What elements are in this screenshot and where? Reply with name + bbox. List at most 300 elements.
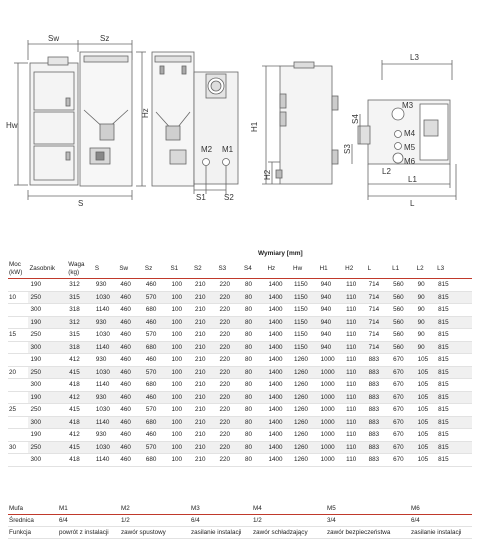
specs-cell: 714 xyxy=(367,316,392,329)
specs-cell: 1150 xyxy=(292,279,319,292)
dimensions-group-header: Wymiary [mm] xyxy=(258,250,303,257)
label-l2: L2 xyxy=(382,167,391,176)
specs-cell: 815 xyxy=(436,366,472,379)
specs-cell: 560 xyxy=(391,291,416,304)
specs-header-cell: L3 xyxy=(436,259,472,279)
power-cell: 25 xyxy=(8,404,28,417)
specs-cell: 210 xyxy=(193,354,218,367)
specs-cell: 460 xyxy=(144,354,170,367)
specs-cell: 412 xyxy=(67,354,94,367)
specs-cell: 1150 xyxy=(292,341,319,354)
specs-cell: 105 xyxy=(416,366,436,379)
specs-cell: 815 xyxy=(436,416,472,429)
specs-cell: 90 xyxy=(416,316,436,329)
specs-cell: 815 xyxy=(436,404,472,417)
specs-cell: 110 xyxy=(344,429,366,442)
label-s: S xyxy=(78,199,84,208)
label-m5: M5 xyxy=(404,143,416,152)
specs-cell: 412 xyxy=(67,429,94,442)
specs-cell: 90 xyxy=(416,279,436,292)
fittings-cell: M6 xyxy=(410,503,472,515)
fittings-cell: 1/2 xyxy=(120,515,190,527)
specs-row xyxy=(8,341,472,354)
specs-cell: 220 xyxy=(217,354,243,367)
power-cell xyxy=(8,341,28,354)
specs-cell: 1400 xyxy=(267,366,293,379)
fittings-row xyxy=(8,503,472,515)
specs-cell: 80 xyxy=(243,379,267,392)
specs-cell: 930 xyxy=(94,354,119,367)
specs-cell: 1030 xyxy=(94,329,119,342)
specs-cell: 1000 xyxy=(319,391,345,404)
specs-cell: 80 xyxy=(243,329,267,342)
label-sz: Sz xyxy=(100,34,110,43)
fittings-cell: Średnica xyxy=(8,515,58,527)
specs-header-cell: S1 xyxy=(169,259,193,279)
fittings-row xyxy=(8,515,472,527)
specs-header-cell: Sz xyxy=(144,259,170,279)
specs-cell: 1030 xyxy=(94,441,119,454)
specs-cell: 190 xyxy=(28,279,67,292)
label-hw: Hw xyxy=(6,121,18,130)
specs-row xyxy=(8,366,472,379)
specs-cell: 80 xyxy=(243,416,267,429)
specs-cell: 815 xyxy=(436,454,472,467)
specs-cell: 1260 xyxy=(292,429,319,442)
specs-cell: 940 xyxy=(319,279,345,292)
specs-cell: 318 xyxy=(67,341,94,354)
specs-cell: 100 xyxy=(169,404,193,417)
specs-cell: 80 xyxy=(243,304,267,317)
specs-cell: 210 xyxy=(193,279,218,292)
specs-cell: 105 xyxy=(416,416,436,429)
specs-cell: 100 xyxy=(169,316,193,329)
specs-cell: 670 xyxy=(391,354,416,367)
specs-cell: 560 xyxy=(391,279,416,292)
specs-cell: 100 xyxy=(169,304,193,317)
specs-cell: 1260 xyxy=(292,454,319,467)
specs-cell: 80 xyxy=(243,391,267,404)
specs-cell: 220 xyxy=(217,329,243,342)
specs-cell: 318 xyxy=(67,304,94,317)
specs-cell: 220 xyxy=(217,454,243,467)
label-s4: S4 xyxy=(351,114,360,124)
specs-cell: 1400 xyxy=(267,291,293,304)
specs-cell: 210 xyxy=(193,454,218,467)
technical-drawings xyxy=(0,0,480,215)
power-cell xyxy=(8,391,28,404)
specs-cell: 460 xyxy=(144,391,170,404)
specs-cell: 560 xyxy=(391,329,416,342)
specs-cell: 815 xyxy=(436,291,472,304)
specs-cell: 1150 xyxy=(292,304,319,317)
specs-cell: 680 xyxy=(144,304,170,317)
fittings-cell: M5 xyxy=(326,503,410,515)
specs-cell: 1150 xyxy=(292,316,319,329)
power-cell xyxy=(8,454,28,467)
specs-cell: 210 xyxy=(193,391,218,404)
specs-cell: 220 xyxy=(217,291,243,304)
power-cell xyxy=(8,304,28,317)
specs-cell: 460 xyxy=(144,279,170,292)
specs-cell: 100 xyxy=(169,354,193,367)
specs-cell: 1260 xyxy=(292,404,319,417)
specs-cell: 220 xyxy=(217,429,243,442)
power-cell xyxy=(8,316,28,329)
specs-cell: 1400 xyxy=(267,429,293,442)
label-m2: M2 xyxy=(201,145,213,154)
specs-cell: 1400 xyxy=(267,404,293,417)
fittings-cell: 6/4 xyxy=(58,515,120,527)
specs-cell: 90 xyxy=(416,341,436,354)
specs-cell: 100 xyxy=(169,441,193,454)
specs-cell: 105 xyxy=(416,429,436,442)
specs-row xyxy=(8,404,472,417)
specs-cell: 940 xyxy=(319,316,345,329)
specs-cell: 670 xyxy=(391,404,416,417)
specs-cell: 80 xyxy=(243,316,267,329)
specs-cell: 90 xyxy=(416,291,436,304)
specs-cell: 210 xyxy=(193,441,218,454)
specs-cell: 300 xyxy=(28,341,67,354)
fittings-cell: zasilanie instalacji xyxy=(410,527,472,539)
specs-cell: 1400 xyxy=(267,279,293,292)
specs-cell: 1140 xyxy=(94,304,119,317)
specs-cell: 105 xyxy=(416,441,436,454)
specs-cell: 1400 xyxy=(267,391,293,404)
fittings-table xyxy=(8,503,472,539)
specs-cell: 1030 xyxy=(94,404,119,417)
specs-cell: 460 xyxy=(118,441,144,454)
specs-cell: 883 xyxy=(367,391,392,404)
specs-cell: 315 xyxy=(67,291,94,304)
specs-cell: 680 xyxy=(144,379,170,392)
specs-row xyxy=(8,291,472,304)
specs-header-cell: Sw xyxy=(118,259,144,279)
fittings-cell: Funkcja xyxy=(8,527,58,539)
specs-cell: 883 xyxy=(367,441,392,454)
specs-cell: 105 xyxy=(416,354,436,367)
specs-cell: 670 xyxy=(391,454,416,467)
specs-cell: 940 xyxy=(319,304,345,317)
specs-cell: 100 xyxy=(169,379,193,392)
specs-cell: 930 xyxy=(94,391,119,404)
specs-cell: 415 xyxy=(67,366,94,379)
specs-cell: 460 xyxy=(144,316,170,329)
specs-cell: 1400 xyxy=(267,379,293,392)
specs-cell: 1000 xyxy=(319,429,345,442)
fittings-cell: M2 xyxy=(120,503,190,515)
power-cell: 10 xyxy=(8,291,28,304)
label-m3: M3 xyxy=(402,101,414,110)
power-cell: 30 xyxy=(8,441,28,454)
specs-row xyxy=(8,329,472,342)
label-h1: H1 xyxy=(250,121,259,132)
specs-cell: 110 xyxy=(344,316,366,329)
specs-cell: 250 xyxy=(28,291,67,304)
fittings-cell: Mufa xyxy=(8,503,58,515)
specs-cell: 220 xyxy=(217,316,243,329)
specs-cell: 570 xyxy=(144,329,170,342)
specs-cell: 815 xyxy=(436,316,472,329)
specs-cell: 220 xyxy=(217,441,243,454)
specs-cell: 315 xyxy=(67,329,94,342)
specs-cell: 1260 xyxy=(292,366,319,379)
specs-cell: 883 xyxy=(367,379,392,392)
rear-view-drawing xyxy=(152,52,238,194)
specs-cell: 1000 xyxy=(319,416,345,429)
specs-cell: 815 xyxy=(436,379,472,392)
specs-cell: 815 xyxy=(436,429,472,442)
fittings-cell: powrót z instalacji xyxy=(58,527,120,539)
label-m6: M6 xyxy=(404,157,416,166)
specs-cell: 1260 xyxy=(292,354,319,367)
specs-cell: 210 xyxy=(193,416,218,429)
specs-cell: 714 xyxy=(367,329,392,342)
specs-cell: 930 xyxy=(94,316,119,329)
specs-cell: 220 xyxy=(217,366,243,379)
specs-cell: 570 xyxy=(144,441,170,454)
label-sw: Sw xyxy=(48,34,60,43)
specs-cell: 1150 xyxy=(292,291,319,304)
specs-cell: 1140 xyxy=(94,341,119,354)
specs-cell: 1400 xyxy=(267,441,293,454)
specs-cell: 100 xyxy=(169,329,193,342)
label-m4: M4 xyxy=(404,129,416,138)
front-view-drawing xyxy=(14,40,146,200)
specs-cell: 105 xyxy=(416,391,436,404)
specs-header-cell: H1 xyxy=(319,259,345,279)
specs-row xyxy=(8,316,472,329)
label-s2: S2 xyxy=(224,193,234,202)
fittings-cell: 6/4 xyxy=(410,515,472,527)
specs-cell: 815 xyxy=(436,441,472,454)
specs-cell: 460 xyxy=(118,429,144,442)
specs-cell: 883 xyxy=(367,404,392,417)
specs-cell: 714 xyxy=(367,279,392,292)
specs-cell: 560 xyxy=(391,316,416,329)
specs-cell: 210 xyxy=(193,341,218,354)
power-cell xyxy=(8,354,28,367)
specs-cell: 714 xyxy=(367,304,392,317)
specs-cell: 190 xyxy=(28,429,67,442)
specs-cell: 300 xyxy=(28,304,67,317)
fittings-cell: 3/4 xyxy=(326,515,410,527)
specs-cell: 1400 xyxy=(267,304,293,317)
specs-cell: 110 xyxy=(344,354,366,367)
specs-cell: 105 xyxy=(416,404,436,417)
specs-cell: 1000 xyxy=(319,354,345,367)
specs-cell: 210 xyxy=(193,404,218,417)
specs-row xyxy=(8,379,472,392)
specs-cell: 930 xyxy=(94,429,119,442)
specs-cell: 1000 xyxy=(319,441,345,454)
specs-cell: 1140 xyxy=(94,379,119,392)
specs-cell: 670 xyxy=(391,391,416,404)
specs-cell: 80 xyxy=(243,454,267,467)
specs-cell: 418 xyxy=(67,454,94,467)
specs-cell: 80 xyxy=(243,404,267,417)
label-h2: H2 xyxy=(263,169,272,180)
specs-cell: 460 xyxy=(118,404,144,417)
specs-cell: 560 xyxy=(391,304,416,317)
specs-cell: 1400 xyxy=(267,454,293,467)
fittings-section xyxy=(8,503,472,539)
specs-cell: 460 xyxy=(118,316,144,329)
specs-cell: 1000 xyxy=(319,454,345,467)
specs-cell: 1150 xyxy=(292,329,319,342)
specs-cell: 1260 xyxy=(292,441,319,454)
specs-cell: 883 xyxy=(367,429,392,442)
specs-cell: 1400 xyxy=(267,354,293,367)
specs-cell: 418 xyxy=(67,379,94,392)
specs-cell: 110 xyxy=(344,404,366,417)
specs-table xyxy=(8,259,472,467)
specs-cell: 110 xyxy=(344,291,366,304)
specs-cell: 100 xyxy=(169,416,193,429)
specs-cell: 1260 xyxy=(292,416,319,429)
specs-cell: 940 xyxy=(319,329,345,342)
specs-cell: 1260 xyxy=(292,379,319,392)
specs-cell: 300 xyxy=(28,379,67,392)
specs-cell: 460 xyxy=(118,366,144,379)
specs-cell: 250 xyxy=(28,441,67,454)
specs-cell: 210 xyxy=(193,429,218,442)
specs-cell: 100 xyxy=(169,454,193,467)
specs-cell: 670 xyxy=(391,379,416,392)
power-cell xyxy=(8,416,28,429)
specs-cell: 883 xyxy=(367,416,392,429)
label-s3: S3 xyxy=(343,144,352,154)
specs-row xyxy=(8,304,472,317)
specs-cell: 680 xyxy=(144,454,170,467)
specs-cell: 190 xyxy=(28,316,67,329)
specs-row xyxy=(8,391,472,404)
specs-cell: 220 xyxy=(217,391,243,404)
specs-header-cell: S xyxy=(94,259,119,279)
specs-cell: 210 xyxy=(193,329,218,342)
specs-header-cell: Hz xyxy=(267,259,293,279)
specs-cell: 220 xyxy=(217,279,243,292)
specs-row xyxy=(8,279,472,292)
specs-header-cell: S4 xyxy=(243,259,267,279)
specs-cell: 210 xyxy=(193,304,218,317)
specs-cell: 110 xyxy=(344,454,366,467)
specs-cell: 220 xyxy=(217,416,243,429)
power-cell xyxy=(8,279,28,292)
specs-cell: 415 xyxy=(67,441,94,454)
specs-cell: 1000 xyxy=(319,366,345,379)
specs-header-cell: Moc (kW) xyxy=(8,259,28,279)
specs-cell: 815 xyxy=(436,354,472,367)
specs-cell: 1000 xyxy=(319,404,345,417)
specs-cell: 110 xyxy=(344,366,366,379)
power-cell: 15 xyxy=(8,329,28,342)
power-cell xyxy=(8,429,28,442)
specs-cell: 460 xyxy=(118,416,144,429)
specs-row xyxy=(8,441,472,454)
label-s1: S1 xyxy=(196,193,206,202)
specs-cell: 80 xyxy=(243,341,267,354)
specs-cell: 1400 xyxy=(267,329,293,342)
specs-cell: 110 xyxy=(344,391,366,404)
specs-cell: 105 xyxy=(416,379,436,392)
specs-cell: 80 xyxy=(243,291,267,304)
specs-row xyxy=(8,454,472,467)
fittings-row xyxy=(8,527,472,539)
specs-cell: 100 xyxy=(169,366,193,379)
specs-cell: 460 xyxy=(118,454,144,467)
specs-cell: 220 xyxy=(217,304,243,317)
specs-cell: 815 xyxy=(436,391,472,404)
specs-cell: 1140 xyxy=(94,416,119,429)
specs-cell: 80 xyxy=(243,441,267,454)
label-l1: L1 xyxy=(408,175,417,184)
specs-cell: 930 xyxy=(94,279,119,292)
specs-cell: 560 xyxy=(391,341,416,354)
specs-cell: 1400 xyxy=(267,341,293,354)
specs-cell: 1030 xyxy=(94,366,119,379)
specs-cell: 312 xyxy=(67,279,94,292)
specs-cell: 680 xyxy=(144,341,170,354)
specs-row xyxy=(8,354,472,367)
specs-cell: 670 xyxy=(391,441,416,454)
specs-cell: 680 xyxy=(144,416,170,429)
specs-cell: 210 xyxy=(193,379,218,392)
label-l3: L3 xyxy=(410,53,419,62)
specs-cell: 110 xyxy=(344,304,366,317)
specs-cell: 312 xyxy=(67,316,94,329)
specs-cell: 90 xyxy=(416,329,436,342)
specs-cell: 883 xyxy=(367,454,392,467)
specs-cell: 105 xyxy=(416,454,436,467)
specs-cell: 670 xyxy=(391,366,416,379)
specs-cell: 460 xyxy=(144,429,170,442)
specs-header-cell: S2 xyxy=(193,259,218,279)
specs-cell: 1400 xyxy=(267,316,293,329)
specs-cell: 1030 xyxy=(94,291,119,304)
specs-cell: 80 xyxy=(243,429,267,442)
specs-cell: 190 xyxy=(28,391,67,404)
specs-cell: 1400 xyxy=(267,416,293,429)
specs-header-cell: Zasobnik xyxy=(28,259,67,279)
specs-header-cell: S3 xyxy=(217,259,243,279)
specs-cell: 1000 xyxy=(319,379,345,392)
specs-cell: 418 xyxy=(67,416,94,429)
specs-cell: 220 xyxy=(217,404,243,417)
specs-cell: 220 xyxy=(217,341,243,354)
specs-cell: 250 xyxy=(28,366,67,379)
fittings-cell: zawór spustowy xyxy=(120,527,190,539)
specs-cell: 940 xyxy=(319,291,345,304)
specs-row xyxy=(8,429,472,442)
fittings-cell: zawór bezpieczeństwa xyxy=(326,527,410,539)
specs-cell: 570 xyxy=(144,404,170,417)
specs-header-cell: H2 xyxy=(344,259,366,279)
specs-cell: 80 xyxy=(243,354,267,367)
specs-cell: 570 xyxy=(144,291,170,304)
side-view-drawing xyxy=(262,62,338,184)
specs-cell: 714 xyxy=(367,341,392,354)
specs-header-cell: L1 xyxy=(391,259,416,279)
specs-cell: 460 xyxy=(118,304,144,317)
specs-cell: 90 xyxy=(416,304,436,317)
specs-cell: 883 xyxy=(367,366,392,379)
specs-cell: 300 xyxy=(28,454,67,467)
specs-cell: 250 xyxy=(28,329,67,342)
specs-cell: 670 xyxy=(391,416,416,429)
fittings-cell: zawór schładzający xyxy=(252,527,326,539)
